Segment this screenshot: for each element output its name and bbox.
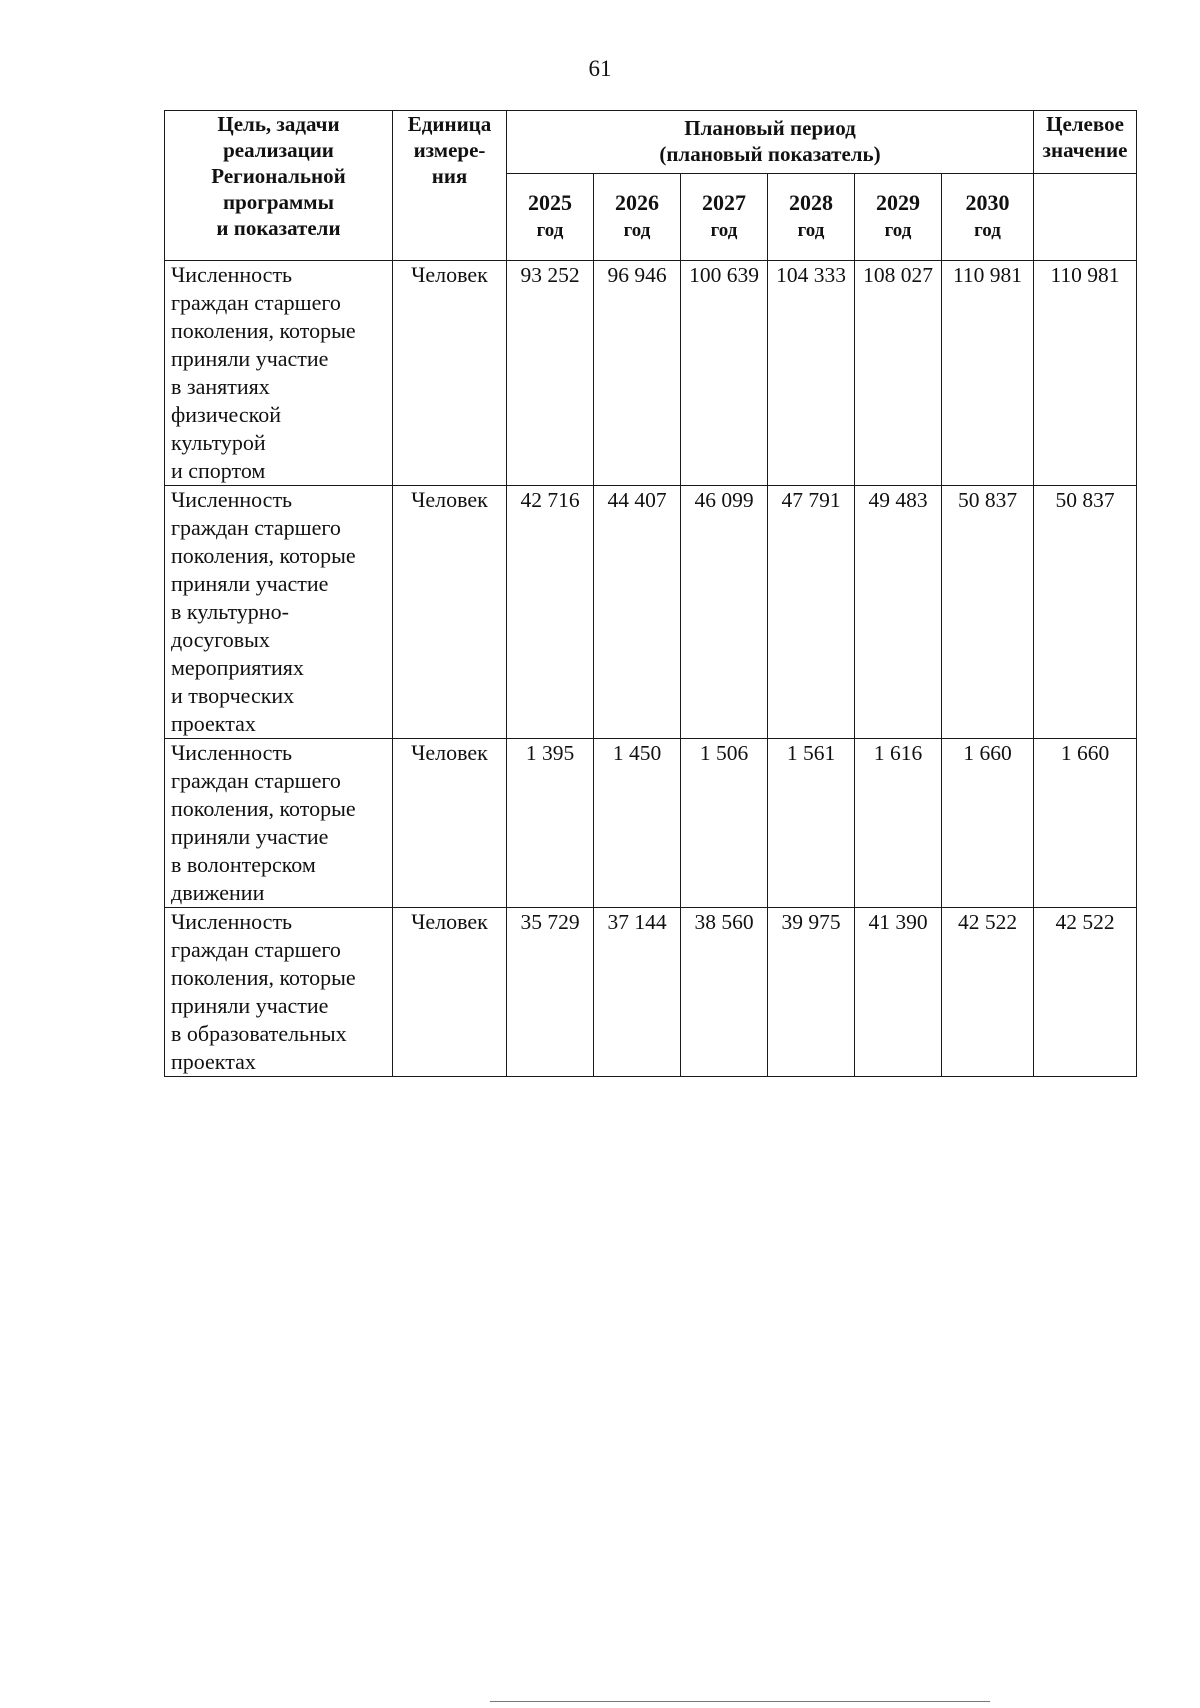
header-year-cell (768, 174, 855, 261)
indicator-name-cell (165, 261, 393, 486)
indicator-name-cell (165, 739, 393, 908)
value-cell: 1 660 (942, 739, 1034, 908)
target-value-cell: 42 522 (1034, 908, 1137, 1077)
value-cell: 100 639 (681, 261, 768, 486)
unit-cell: Человек (393, 908, 507, 1077)
year-number: 2027 (702, 190, 746, 215)
value-cell: 50 837 (942, 486, 1034, 739)
target-value-cell: 110 981 (1034, 261, 1137, 486)
indicator-name-line: физической (171, 402, 281, 427)
year-number: 2026 (615, 190, 659, 215)
indicator-name-line: в занятиях (171, 374, 270, 399)
value-cell: 37 144 (594, 908, 681, 1077)
header-period-line: (плановый показатель) (659, 142, 881, 166)
value-cell: 46 099 (681, 486, 768, 739)
header-period-cell (507, 111, 1034, 174)
header-goal-line: Региональной (211, 164, 346, 188)
value-cell: 108 027 (855, 261, 942, 486)
year-word: год (710, 220, 738, 241)
unit-cell: Человек (393, 261, 507, 486)
indicator-name-line: приняли участие (171, 346, 329, 371)
target-value-cell: 1 660 (1034, 739, 1137, 908)
indicator-name-line: движении (171, 880, 265, 905)
header-year-cell (507, 174, 594, 261)
indicator-name-line: Численность (171, 909, 293, 934)
header-target-empty-cell (1034, 174, 1137, 261)
value-cell: 1 450 (594, 739, 681, 908)
value-cell: 1 561 (768, 739, 855, 908)
header-period-line: Плановый период (684, 116, 856, 140)
table-row (165, 486, 1137, 739)
indicator-name-line: приняли участие (171, 824, 329, 849)
indicator-name-line: в волонтерском (171, 852, 316, 877)
value-cell: 93 252 (507, 261, 594, 486)
header-goal-cell (165, 111, 393, 261)
header-goal-line: и показатели (216, 216, 341, 240)
unit-cell: Человек (393, 486, 507, 739)
year-word: год (536, 220, 564, 241)
indicator-name-line: в культурно- (171, 599, 289, 624)
header-unit-cell (393, 111, 507, 261)
value-cell: 39 975 (768, 908, 855, 1077)
indicator-name-cell (165, 486, 393, 739)
indicator-name-line: досуговых (171, 627, 270, 652)
indicator-name-line: культурой (171, 430, 266, 455)
indicator-name-line: Численность (171, 487, 293, 512)
indicator-name-line: Численность (171, 262, 293, 287)
header-unit-line: измере- (413, 138, 486, 162)
indicator-name-line: граждан старшего (171, 937, 341, 962)
header-unit-line: ния (431, 164, 468, 188)
value-cell: 1 395 (507, 739, 594, 908)
value-cell: 104 333 (768, 261, 855, 486)
indicator-name-line: мероприятиях (171, 655, 304, 680)
indicator-name-line: поколения, которые (171, 543, 356, 568)
indicator-name-line: приняли участие (171, 571, 329, 596)
value-cell: 44 407 (594, 486, 681, 739)
header-target-line: значение (1042, 138, 1128, 162)
header-row-top (165, 111, 1137, 174)
table-row (165, 739, 1137, 908)
header-target-cell (1034, 111, 1137, 174)
header-unit-line: Единица (407, 112, 492, 136)
value-cell: 110 981 (942, 261, 1034, 486)
table-row (165, 261, 1137, 486)
value-cell: 35 729 (507, 908, 594, 1077)
value-cell: 42 716 (507, 486, 594, 739)
indicator-name-line: Численность (171, 740, 293, 765)
indicators-table (164, 110, 1137, 1077)
year-number: 2025 (528, 190, 572, 215)
year-word: год (623, 220, 651, 241)
indicator-name-line: граждан старшего (171, 515, 341, 540)
year-word: год (974, 220, 1001, 241)
value-cell: 1 616 (855, 739, 942, 908)
indicator-name-cell (165, 908, 393, 1077)
indicator-name-line: поколения, которые (171, 965, 356, 990)
indicator-name-line: и спортом (171, 458, 266, 483)
value-cell: 41 390 (855, 908, 942, 1077)
target-value-cell: 50 837 (1034, 486, 1137, 739)
header-goal-line: реализации (223, 138, 334, 162)
year-number: 2029 (876, 190, 920, 215)
header-year-cell (681, 174, 768, 261)
header-target-line: Целевое (1046, 112, 1124, 136)
indicator-name-line: поколения, которые (171, 796, 356, 821)
table-row (165, 908, 1137, 1077)
year-number: 2030 (965, 190, 1010, 215)
year-word: год (884, 220, 912, 241)
header-year-cell (594, 174, 681, 261)
indicator-name-line: граждан старшего (171, 768, 341, 793)
indicator-name-line: поколения, которые (171, 318, 356, 343)
header-year-cell (942, 174, 1034, 261)
header-goal-line: Цель, задачи (217, 112, 340, 136)
indicator-name-line: в образовательных (171, 1021, 347, 1046)
indicator-name-line: и творческих (171, 683, 295, 708)
value-cell: 96 946 (594, 261, 681, 486)
value-cell: 38 560 (681, 908, 768, 1077)
value-cell: 47 791 (768, 486, 855, 739)
indicator-name-line: проектах (171, 711, 256, 736)
indicator-name-line: граждан старшего (171, 290, 341, 315)
value-cell: 1 506 (681, 739, 768, 908)
value-cell: 42 522 (942, 908, 1034, 1077)
footer-divider (490, 1701, 990, 1702)
page-number: 61 (588, 56, 612, 81)
header-goal-line: программы (223, 190, 334, 214)
unit-cell: Человек (393, 739, 507, 908)
value-cell: 49 483 (855, 486, 942, 739)
header-year-cell (855, 174, 942, 261)
year-word: год (797, 220, 825, 241)
indicator-name-line: проектах (171, 1049, 256, 1074)
year-number: 2028 (789, 190, 833, 215)
indicator-name-line: приняли участие (171, 993, 329, 1018)
